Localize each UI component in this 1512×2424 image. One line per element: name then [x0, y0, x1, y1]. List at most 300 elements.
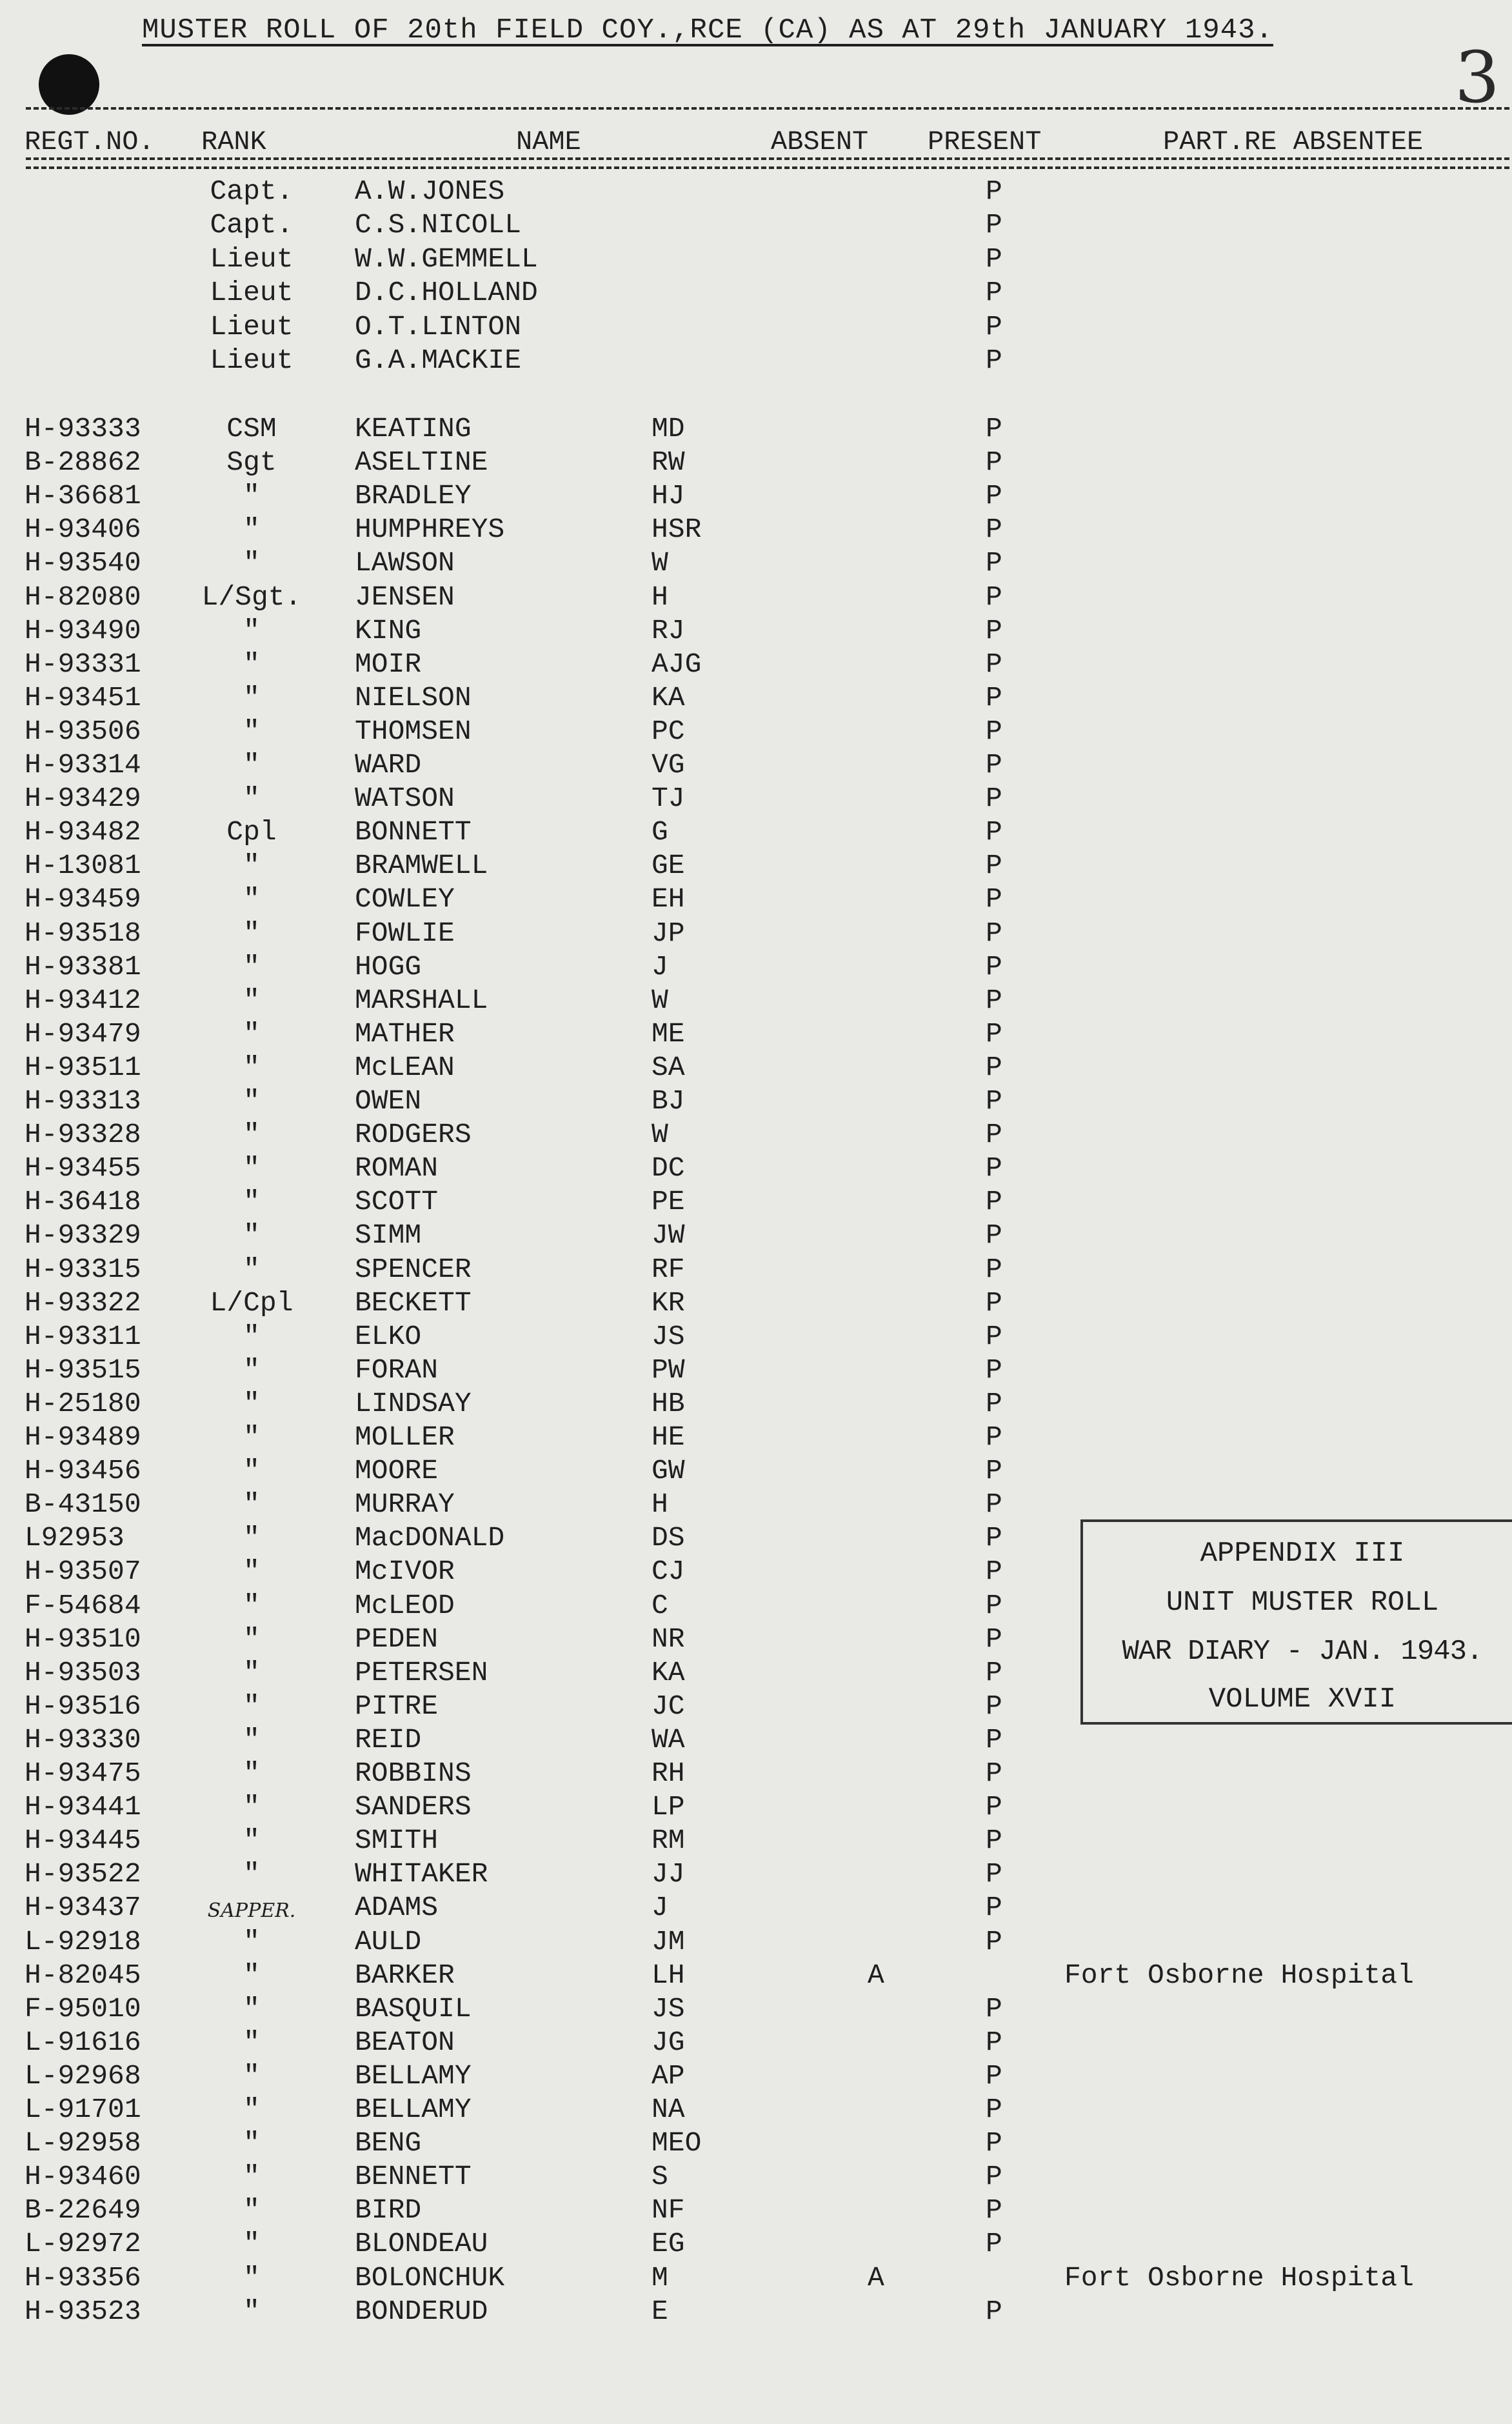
regt-number: H-93445: [25, 1825, 141, 1857]
roster-row: [0, 514, 1512, 547]
regt-number: H-93311: [25, 1320, 141, 1352]
surname: WHITAKER: [355, 1858, 488, 1890]
regt-number: H-93540: [25, 547, 141, 579]
regt-number: H-93412: [25, 984, 141, 1016]
present-mark: P: [986, 1488, 1002, 1521]
surname: ASELTINE: [355, 446, 488, 479]
appendix-line-2: UNIT MUSTER ROLL: [1166, 1587, 1439, 1619]
header-present: PRESENT: [928, 126, 1042, 157]
regt-number: H-93507: [25, 1556, 141, 1588]
rank: ": [243, 2127, 260, 2159]
present-mark: P: [986, 1690, 1002, 1722]
present-mark: P: [986, 1119, 1002, 1151]
regt-number: H-93506: [25, 715, 141, 747]
rank: ": [243, 1858, 260, 1890]
regt-number: B-43150: [25, 1488, 141, 1521]
regt-number: H-93330: [25, 1723, 141, 1756]
rank: ": [243, 1186, 260, 1218]
present-mark: P: [986, 749, 1002, 781]
roster-row: [0, 1892, 1512, 1925]
roster-row: [0, 2127, 1512, 2161]
regt-number: H-93429: [25, 783, 141, 815]
rank: ": [243, 1119, 260, 1151]
regt-number: H-93503: [25, 1656, 141, 1688]
regt-number: H-93314: [25, 749, 141, 781]
roster-row: [0, 1758, 1512, 1791]
roster-row: [0, 682, 1512, 716]
officer-present: P: [986, 345, 1002, 376]
rank: ": [243, 950, 260, 983]
present-mark: P: [986, 2161, 1002, 2193]
regt-number: H-93510: [25, 1623, 141, 1655]
surname: PITRE: [355, 1690, 439, 1722]
surname: FORAN: [355, 1354, 439, 1386]
rank: ": [243, 2295, 260, 2327]
rank: ": [243, 1556, 260, 1588]
surname: BLONDEAU: [355, 2228, 488, 2260]
surname: MacDONALD: [355, 1522, 505, 1554]
surname: BASQUIL: [355, 1992, 472, 2025]
rank: ": [243, 1253, 260, 1285]
initials: JW: [652, 1219, 685, 1252]
regt-number: H-93482: [25, 816, 141, 848]
present-mark: P: [986, 917, 1002, 949]
roster-row: [0, 1959, 1512, 1993]
regt-number: H-93490: [25, 614, 141, 646]
appendix-stamp: [1080, 1519, 1512, 1725]
present-mark: P: [986, 1354, 1002, 1386]
present-mark: P: [986, 2295, 1002, 2327]
officer-present: P: [986, 175, 1002, 207]
rank: ": [243, 1791, 260, 1823]
present-mark: P: [986, 1219, 1002, 1252]
initials: NF: [652, 2194, 685, 2227]
present-mark: P: [986, 2094, 1002, 2125]
roster-row: [0, 2228, 1512, 2261]
initials: PE: [652, 1186, 685, 1218]
roster-row: [0, 1488, 1512, 1522]
present-mark: P: [986, 2026, 1002, 2058]
officer-present: P: [986, 310, 1002, 343]
surname: SMITH: [355, 1825, 439, 1857]
rank: ": [243, 514, 260, 546]
roster-row: [0, 850, 1512, 883]
rank: ": [243, 850, 260, 882]
present-mark: P: [986, 1656, 1002, 1688]
initials: AP: [652, 2059, 685, 2092]
initials: RF: [652, 1253, 685, 1285]
rank: ": [243, 2194, 260, 2227]
regt-number: H-36418: [25, 1186, 141, 1218]
initials: HSR: [652, 514, 702, 546]
regt-number: L-92972: [25, 2228, 141, 2260]
present-mark: P: [986, 1589, 1002, 1621]
roster-row: [0, 1321, 1512, 1354]
present-mark: P: [986, 1925, 1002, 1958]
document-title: MUSTER ROLL OF 20th FIELD COY.,RCE (CA) AS AT 29th JANUARY 1943.: [142, 14, 1273, 46]
present-mark: P: [986, 514, 1002, 546]
present-mark: P: [986, 1387, 1002, 1419]
roster-row: [0, 2296, 1512, 2329]
regt-number: H-93459: [25, 883, 141, 916]
initials: JG: [652, 2026, 685, 2058]
initials: LP: [652, 1791, 685, 1823]
rank: ": [243, 1959, 260, 1991]
rank: ": [243, 1522, 260, 1554]
rank: ": [243, 1085, 260, 1117]
rank: ": [243, 614, 260, 646]
rank: SAPPER.: [207, 1899, 296, 1923]
regt-number: H-93406: [25, 514, 141, 546]
rank: Cpl: [226, 816, 277, 848]
roster-row: [0, 1858, 1512, 1892]
initials: ME: [652, 1017, 685, 1050]
initials: TJ: [652, 783, 685, 815]
present-mark: P: [986, 1017, 1002, 1050]
initials: DS: [652, 1522, 685, 1554]
initials: SA: [652, 1051, 685, 1083]
officer-row: [0, 175, 1512, 209]
present-mark: P: [986, 1320, 1002, 1352]
present-mark: P: [986, 1287, 1002, 1319]
regt-number: F-54684: [25, 1589, 141, 1621]
present-mark: P: [986, 2059, 1002, 2092]
rank: Sgt: [226, 446, 277, 479]
roster-row: [0, 2194, 1512, 2228]
roster-row: [0, 480, 1512, 514]
rank: ": [243, 1017, 260, 1050]
regt-number: H-93460: [25, 2161, 141, 2193]
roster-row: [0, 1926, 1512, 1959]
surname: BARKER: [355, 1959, 455, 1991]
initials: MEO: [652, 2127, 702, 2159]
regt-number: H-25180: [25, 1387, 141, 1419]
regt-number: B-28862: [25, 446, 141, 479]
regt-number: L-92968: [25, 2059, 141, 2092]
roster-row: [0, 985, 1512, 1018]
initials: GE: [652, 850, 685, 882]
regt-number: L-91701: [25, 2094, 141, 2125]
surname: WATSON: [355, 783, 455, 815]
present-mark: P: [986, 1051, 1002, 1083]
initials: VG: [652, 749, 685, 781]
initials: LH: [652, 1959, 685, 1991]
surname: HOGG: [355, 950, 422, 983]
regt-number: H-93516: [25, 1690, 141, 1722]
officer-name: O.T.LINTON: [355, 310, 522, 343]
initials: EH: [652, 883, 685, 916]
regt-number: H-93356: [25, 2261, 141, 2294]
surname: MURRAY: [355, 1488, 455, 1521]
initials: CJ: [652, 1556, 685, 1588]
surname: JENSEN: [355, 581, 455, 613]
initials: S: [652, 2161, 668, 2193]
initials: DC: [652, 1152, 685, 1185]
initials: RH: [652, 1758, 685, 1789]
regt-number: H-13081: [25, 850, 141, 882]
initials: G: [652, 816, 668, 848]
initials: GW: [652, 1455, 685, 1487]
surname: KING: [355, 614, 422, 646]
surname: COWLEY: [355, 883, 455, 916]
rank: ": [243, 1219, 260, 1252]
initials: RW: [652, 446, 685, 479]
surname: SANDERS: [355, 1791, 472, 1823]
regt-number: H-93315: [25, 1253, 141, 1285]
present-mark: P: [986, 883, 1002, 916]
initials: W: [652, 984, 668, 1016]
appendix-line-3: WAR DIARY - JAN. 1943.: [1122, 1636, 1483, 1668]
surname: NIELSON: [355, 681, 472, 714]
roster-row: [0, 413, 1512, 446]
surname: ROBBINS: [355, 1758, 472, 1789]
initials: EG: [652, 2228, 685, 2260]
surname: BECKETT: [355, 1287, 472, 1319]
roster-row: [0, 783, 1512, 816]
surname: AULD: [355, 1925, 422, 1958]
present-mark: P: [986, 1758, 1002, 1789]
present-mark: P: [986, 1556, 1002, 1588]
roster-row: [0, 1825, 1512, 1858]
regt-number: H-93475: [25, 1758, 141, 1789]
surname: WARD: [355, 749, 422, 781]
present-mark: P: [986, 681, 1002, 714]
initials: NA: [652, 2094, 685, 2125]
initials: HB: [652, 1387, 685, 1419]
roster-row: [0, 1085, 1512, 1119]
initials: W: [652, 547, 668, 579]
surname: PETERSEN: [355, 1656, 488, 1688]
surname: MOLLER: [355, 1421, 455, 1453]
regt-number: H-93523: [25, 2295, 141, 2327]
appendix-line-4: VOLUME XVII: [1208, 1683, 1397, 1716]
regt-number: H-93331: [25, 648, 141, 680]
present-mark: P: [986, 413, 1002, 445]
rank: CSM: [226, 413, 277, 445]
present-mark: P: [986, 1253, 1002, 1285]
initials: M: [652, 2261, 668, 2294]
present-mark: P: [986, 715, 1002, 747]
initials: KR: [652, 1287, 685, 1319]
rank: ": [243, 917, 260, 949]
regt-number: H-93441: [25, 1791, 141, 1823]
roster-row: [0, 1152, 1512, 1186]
rank: ": [243, 2161, 260, 2193]
rank: ": [243, 1387, 260, 1419]
roster-row: [0, 1354, 1512, 1388]
absentee-remark: Fort Osborne Hospital: [1064, 2261, 1414, 2294]
regt-number: H-82045: [25, 1959, 141, 1991]
header-regt-no: REGT.NO.: [25, 126, 155, 157]
roster-row: [0, 1018, 1512, 1052]
present-mark: P: [986, 950, 1002, 983]
surname: FOWLIE: [355, 917, 455, 949]
roster-row: [0, 816, 1512, 850]
rank: ": [243, 883, 260, 916]
roster-row: [0, 917, 1512, 951]
present-mark: P: [986, 816, 1002, 848]
surname: McIVOR: [355, 1556, 455, 1588]
absent-mark: A: [868, 2261, 884, 2294]
surname: BOLONCHUK: [355, 2261, 505, 2294]
rank: ": [243, 1925, 260, 1958]
officer-name: W.W.GEMMELL: [355, 243, 538, 275]
officer-name: C.S.NICOLL: [355, 209, 522, 241]
officer-rank: Lieut: [210, 310, 293, 343]
present-mark: P: [986, 1992, 1002, 2025]
rank: ": [243, 1723, 260, 1756]
header-part-re-absentee: PART.RE ABSENTEE: [1163, 126, 1424, 157]
surname: BRAMWELL: [355, 850, 488, 882]
roster-row: [0, 2161, 1512, 2194]
initials: KA: [652, 1656, 685, 1688]
present-mark: P: [986, 1152, 1002, 1185]
present-mark: P: [986, 2127, 1002, 2159]
surname: BELLAMY: [355, 2094, 472, 2125]
present-mark: P: [986, 1623, 1002, 1655]
officer-row: [0, 311, 1512, 345]
initials: NR: [652, 1623, 685, 1655]
rank: ": [243, 1589, 260, 1621]
roster-row: [0, 1052, 1512, 1085]
initials: PW: [652, 1354, 685, 1386]
roster-row: [0, 1993, 1512, 2027]
officer-row: [0, 277, 1512, 310]
initials: RJ: [652, 614, 685, 646]
regt-number: F-95010: [25, 1992, 141, 2025]
officer-name: A.W.JONES: [355, 175, 505, 207]
regt-number: H-93518: [25, 917, 141, 949]
rank: ": [243, 1455, 260, 1487]
initials: J: [652, 1892, 668, 1924]
initials: JC: [652, 1690, 685, 1722]
initials: AJG: [652, 648, 702, 680]
present-mark: P: [986, 446, 1002, 479]
rank: ": [243, 480, 260, 512]
surname: RODGERS: [355, 1119, 472, 1151]
officer-rank: Lieut: [210, 243, 293, 275]
surname: THOMSEN: [355, 715, 472, 747]
rank: ": [243, 1992, 260, 2025]
rank: ": [243, 1623, 260, 1655]
initials: JS: [652, 1320, 685, 1352]
initials: H: [652, 581, 668, 613]
absentee-remark: Fort Osborne Hospital: [1064, 1959, 1414, 1991]
officer-present: P: [986, 209, 1002, 241]
present-mark: P: [986, 1085, 1002, 1117]
surname: MATHER: [355, 1017, 455, 1050]
roster-row: [0, 1119, 1512, 1152]
rank: ": [243, 1656, 260, 1688]
officer-row: [0, 243, 1512, 277]
header-divider: [26, 157, 1509, 169]
present-mark: P: [986, 480, 1002, 512]
appendix-line-1: APPENDIX III: [1200, 1538, 1405, 1570]
rank: ": [243, 1825, 260, 1857]
roster-row: [0, 1791, 1512, 1825]
roster-row: [0, 2262, 1512, 2296]
rank: L/Cpl: [210, 1287, 293, 1319]
page-number: 3: [1455, 36, 1500, 119]
initials: MD: [652, 413, 685, 445]
regt-number: L-91616: [25, 2026, 141, 2058]
initials: W: [652, 1119, 668, 1151]
roster-row: [0, 547, 1512, 581]
present-mark: P: [986, 648, 1002, 680]
surname: ADAMS: [355, 1892, 439, 1924]
rank: ": [243, 984, 260, 1016]
roster-row: [0, 615, 1512, 648]
officer-rank: Lieut: [210, 345, 293, 376]
regt-number: H-93437: [25, 1892, 141, 1924]
surname: KEATING: [355, 413, 472, 445]
surname: LINDSAY: [355, 1387, 472, 1419]
rank: ": [243, 1758, 260, 1789]
initials: HJ: [652, 480, 685, 512]
regt-number: H-93381: [25, 950, 141, 983]
officer-rank: Capt.: [210, 175, 293, 207]
present-mark: P: [986, 1892, 1002, 1924]
roster-row: [0, 951, 1512, 985]
present-mark: P: [986, 2194, 1002, 2227]
surname: REID: [355, 1723, 422, 1756]
roster-row: [0, 581, 1512, 615]
regt-number: H-93455: [25, 1152, 141, 1185]
officer-name: D.C.HOLLAND: [355, 277, 538, 309]
surname: HUMPHREYS: [355, 514, 505, 546]
top-divider: [26, 107, 1509, 110]
initials: WA: [652, 1723, 685, 1756]
rank: ": [243, 648, 260, 680]
rank: ": [243, 547, 260, 579]
present-mark: P: [986, 1791, 1002, 1823]
regt-number: H-93479: [25, 1017, 141, 1050]
officer-rank: Lieut: [210, 277, 293, 309]
surname: McLEOD: [355, 1589, 455, 1621]
regt-number: B-22649: [25, 2194, 141, 2227]
surname: BENNETT: [355, 2161, 472, 2193]
regt-number: H-93329: [25, 1219, 141, 1252]
roster-row: [0, 2027, 1512, 2060]
regt-number: H-93328: [25, 1119, 141, 1151]
officer-rank: Capt.: [210, 209, 293, 241]
rank: L/Sgt.: [201, 581, 302, 613]
initials: E: [652, 2295, 668, 2327]
surname: BONDERUD: [355, 2295, 488, 2327]
roster-row: [0, 1388, 1512, 1421]
roster-row: [0, 2094, 1512, 2127]
present-mark: P: [986, 614, 1002, 646]
rank: ": [243, 715, 260, 747]
present-mark: P: [986, 1723, 1002, 1756]
present-mark: P: [986, 2228, 1002, 2260]
initials: PC: [652, 715, 685, 747]
initials: C: [652, 1589, 668, 1621]
roster-row: [0, 749, 1512, 783]
present-mark: P: [986, 547, 1002, 579]
surname: MOORE: [355, 1455, 439, 1487]
rank: ": [243, 2261, 260, 2294]
present-mark: P: [986, 1825, 1002, 1857]
initials: BJ: [652, 1085, 685, 1117]
roster-row: [0, 1421, 1512, 1455]
surname: PEDEN: [355, 1623, 439, 1655]
roster-row: [0, 1254, 1512, 1287]
present-mark: P: [986, 1858, 1002, 1890]
surname: ELKO: [355, 1320, 422, 1352]
officer-row: [0, 345, 1512, 378]
regt-number: H-36681: [25, 480, 141, 512]
